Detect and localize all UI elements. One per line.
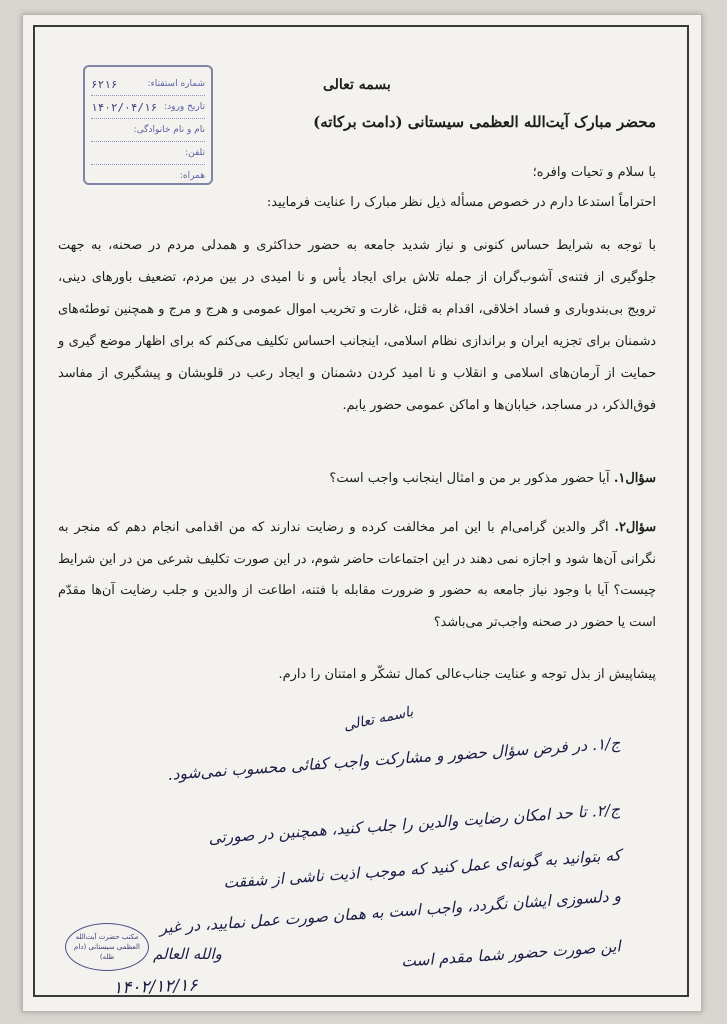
stamp-phone-label: تلفن:: [185, 148, 205, 158]
handwritten-answer-2-line-1: ج/۲. تا حد امکان رضایت والدین را جلب کنید، همچنین در صورتی: [208, 800, 622, 848]
stamp-name-label: نام و نام خانوادگی:: [133, 125, 205, 135]
office-seal: [65, 923, 149, 971]
stamp-number-value: ۶۲۱۶: [91, 77, 118, 91]
question-1-label: سؤال۱.: [613, 471, 656, 486]
stamp-date-label: تاریخ ورود:: [164, 102, 205, 112]
letter-page: [22, 14, 702, 1012]
seal-text: مکتب حضرت آیت‌الله العظمی سیستانی (دام ظله): [74, 933, 140, 961]
thanks-line: پیشاپیش از بذل توجه و عنایت جناب‌عالی کمال تشکّر و امتنان را دارم.: [278, 667, 656, 682]
handwritten-bismihi: باسمه تعالی: [342, 703, 415, 735]
stamp-number-label: شماره استفتاء:: [147, 79, 205, 89]
handwritten-answer-2-line-2: که بتوانید به گونه‌ای عمل کنید که موجب اذیت ناشی از شفقت: [222, 846, 622, 892]
handwritten-answer-2-line-3: و دلسوزی ایشان نگردد، واجب است به همان صورت عمل نمایید، در غیر: [158, 886, 622, 938]
stamp-phone-row: [91, 142, 205, 165]
question-1-text: آیا حضور مذکور بر من و امثال اینجانب واجب است؟: [329, 471, 610, 486]
handwritten-date: ۱۴۰۲/۱۲/۱۶: [112, 975, 198, 999]
handwritten-answer-1: ج/۱. در فرض سؤال حضور و مشارکت واجب کفائی محسوب نمی‌شود.: [167, 734, 622, 784]
stamp-mobile-label: همراه:: [179, 171, 205, 181]
addressee-line: محضر مبارک آیت‌الله العظمی سیستانی (دامت برکاته): [313, 113, 656, 131]
bismillah-heading: بسمه تعالی: [323, 77, 391, 93]
greeting-line: با سلام و تحیات وافره؛: [532, 165, 656, 180]
stamp-number-row: [91, 73, 205, 96]
question-2-label: سؤال۲.: [614, 520, 656, 535]
stamp-date-value: ۱۴۰۲/۰۴/۱۶: [91, 100, 158, 114]
handwritten-answer-2-line-4: این صورت حضور شما مقدم است: [400, 937, 622, 971]
question-2-text: اگر والدین گرامی‌ام با این امر مخالفت کرده و رضایت ندارند که من اقدامی انجام دهم که منجر به نگرانی آن‌ها شود و اجازه نمی دهند در این اجتماعات حاضر شوم، در این صورت تکلیف شرعی من در این شرایط چیست؟ آیا با وجود نیاز جامعه به حضور و ضرورت مقابله با فتنه، اطاعت از والدین و جلب رضایت آن‌ها مقدّم است یا حضور در صحنه واجب‌تر می‌باشد؟: [58, 520, 656, 630]
question-2: [58, 512, 656, 638]
question-1: [58, 471, 656, 486]
handwritten-closing: والله العالم: [153, 945, 222, 963]
context-paragraph: با توجه به شرایط حساس کنونی و نیاز شدید جامعه به حضور حداکثری و همدلی مردم در صحنه، به جهت جلوگیری از فتنه‌ی آشوب‌گران از جمله تلاش برای ایجاد یأس و نا امیدی در بین مردم، تضعیف باورهای دینی، ترویج بی‌بندوباری و فساد اخلاقی، اقدام به قتل، غارت و تخریب اموال عمومی و هرج و مرج و همچنین توطئه‌های دشمنان برای تجزیه ایران و براندازی نظام اسلامی، اینجانب احساس تکلیف می‌کنم که برای اظهار موضع گیری و حمایت از آرمان‌های اسلامی و انقلاب و نا امید کردن دشمنان و ایجاد رعب در قلوبشان و پیشگیری از مفاسد فوق‌الذکر، در مساجد، خیابان‌ها و اماکن عمومی حضور یابم.: [58, 238, 656, 413]
request-line: احتراماً استدعا دارم در خصوص مسأله ذیل نظر مبارک را عنایت فرمایید:: [266, 195, 656, 210]
